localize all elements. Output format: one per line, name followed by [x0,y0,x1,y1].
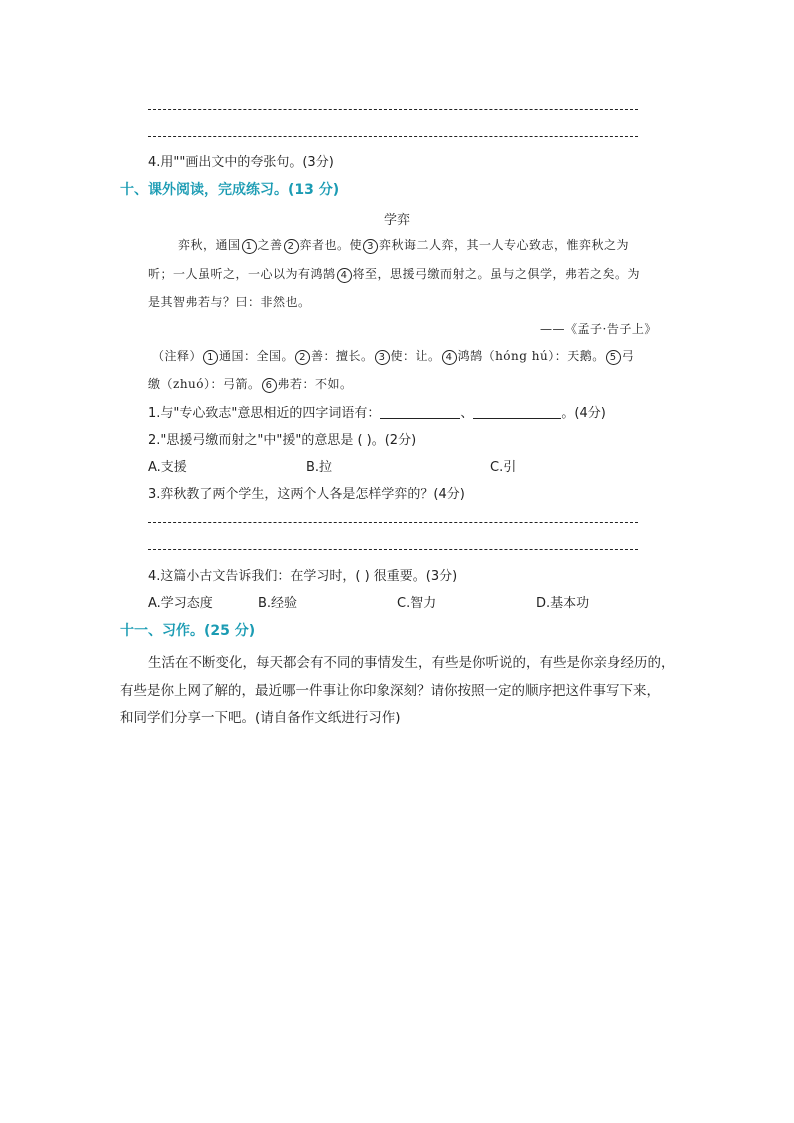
note-circle-6: 6 [262,378,277,393]
q4-option-d[interactable]: D.基本功 [536,596,590,611]
question-4: 4.这篇小古文告诉我们：在学习时，( ) 很重要。(3分) [148,569,458,584]
note-circle-3: 3 [375,350,390,365]
section-11-heading: 十一、习作。(25 分) [120,623,256,639]
answer-blank-2[interactable] [473,405,561,419]
essay-prompt-line-2: 有些是你上网了解的，最近哪一件事让你印象深刻？请你按照一定的顺序把这件事写下来， [120,683,660,699]
answer-line-3[interactable] [148,522,638,523]
question-2: 2."思援弓缴而射之"中"援"的意思是 ( )。(2分) [148,433,417,448]
note-circle-1: 1 [203,350,218,365]
note-circle-2: 2 [295,350,310,365]
circle-4: 4 [337,268,352,283]
answer-line-2[interactable] [148,136,638,137]
q2-option-a[interactable]: A.支援 [148,460,187,475]
question-4-top: 4.用""画出文中的夸张句。(3分) [148,155,334,170]
q4-option-b[interactable]: B.经验 [258,596,298,611]
q4-option-a[interactable]: A.学习态度 [148,596,213,611]
passage-line-3: 是其智弗若与？曰：非然也。 [148,295,311,309]
question-3: 3.弈秋教了两个学生，这两个人各是怎样学弈的？(4分) [148,487,465,502]
circle-1: 1 [242,239,257,254]
circle-3: 3 [363,239,378,254]
q2-option-b[interactable]: B.拉 [306,460,333,475]
note-circle-5: 5 [606,350,621,365]
note-circle-4: 4 [442,350,457,365]
passage-source: ——《孟子·告子上》 [540,322,657,336]
answer-blank-1[interactable] [380,405,460,419]
passage-line-2: 听；一人虽听之，一心以为有鸿鹄 4 将至，思援弓缴而射之。虽与之俱学，弗若之矣。为 [148,267,641,281]
passage-title: 学弈 [384,213,411,228]
q2-option-c[interactable]: C.引 [490,460,517,475]
circle-2: 2 [284,239,299,254]
passage-line-1: 弈秋，通国 1 之善 2 弈者也。使 3 弈秋诲二人弈，其一人专心致志，惟弈秋之为 [178,238,630,252]
question-1: 1.与"专心致志"意思相近的四字词语有： 、 。(4分) [148,406,606,421]
q4-option-c[interactable]: C.智力 [397,596,437,611]
answer-line-4[interactable] [148,549,638,550]
section-10-heading: 十、课外阅读，完成练习。(13 分) [120,182,340,198]
answer-line-1[interactable] [148,109,638,110]
essay-prompt-line-3: 和同学们分享一下吧。(请自备作文纸进行习作) [120,710,401,726]
essay-prompt-line-1: 生活在不断变化，每天都会有不同的事情发生，有些是你听说的，有些是你亲身经历的， [148,655,675,671]
notes-line-2: 缴（zhuó）：弓箭。 6 弗若：不如。 [148,377,353,391]
notes-line-1: （注释） 1 通国：全国。 2 善：擅长。 3 使：让。 4 鸿鹄（hóng hú）：天鹅。 5 弓 [152,349,635,363]
